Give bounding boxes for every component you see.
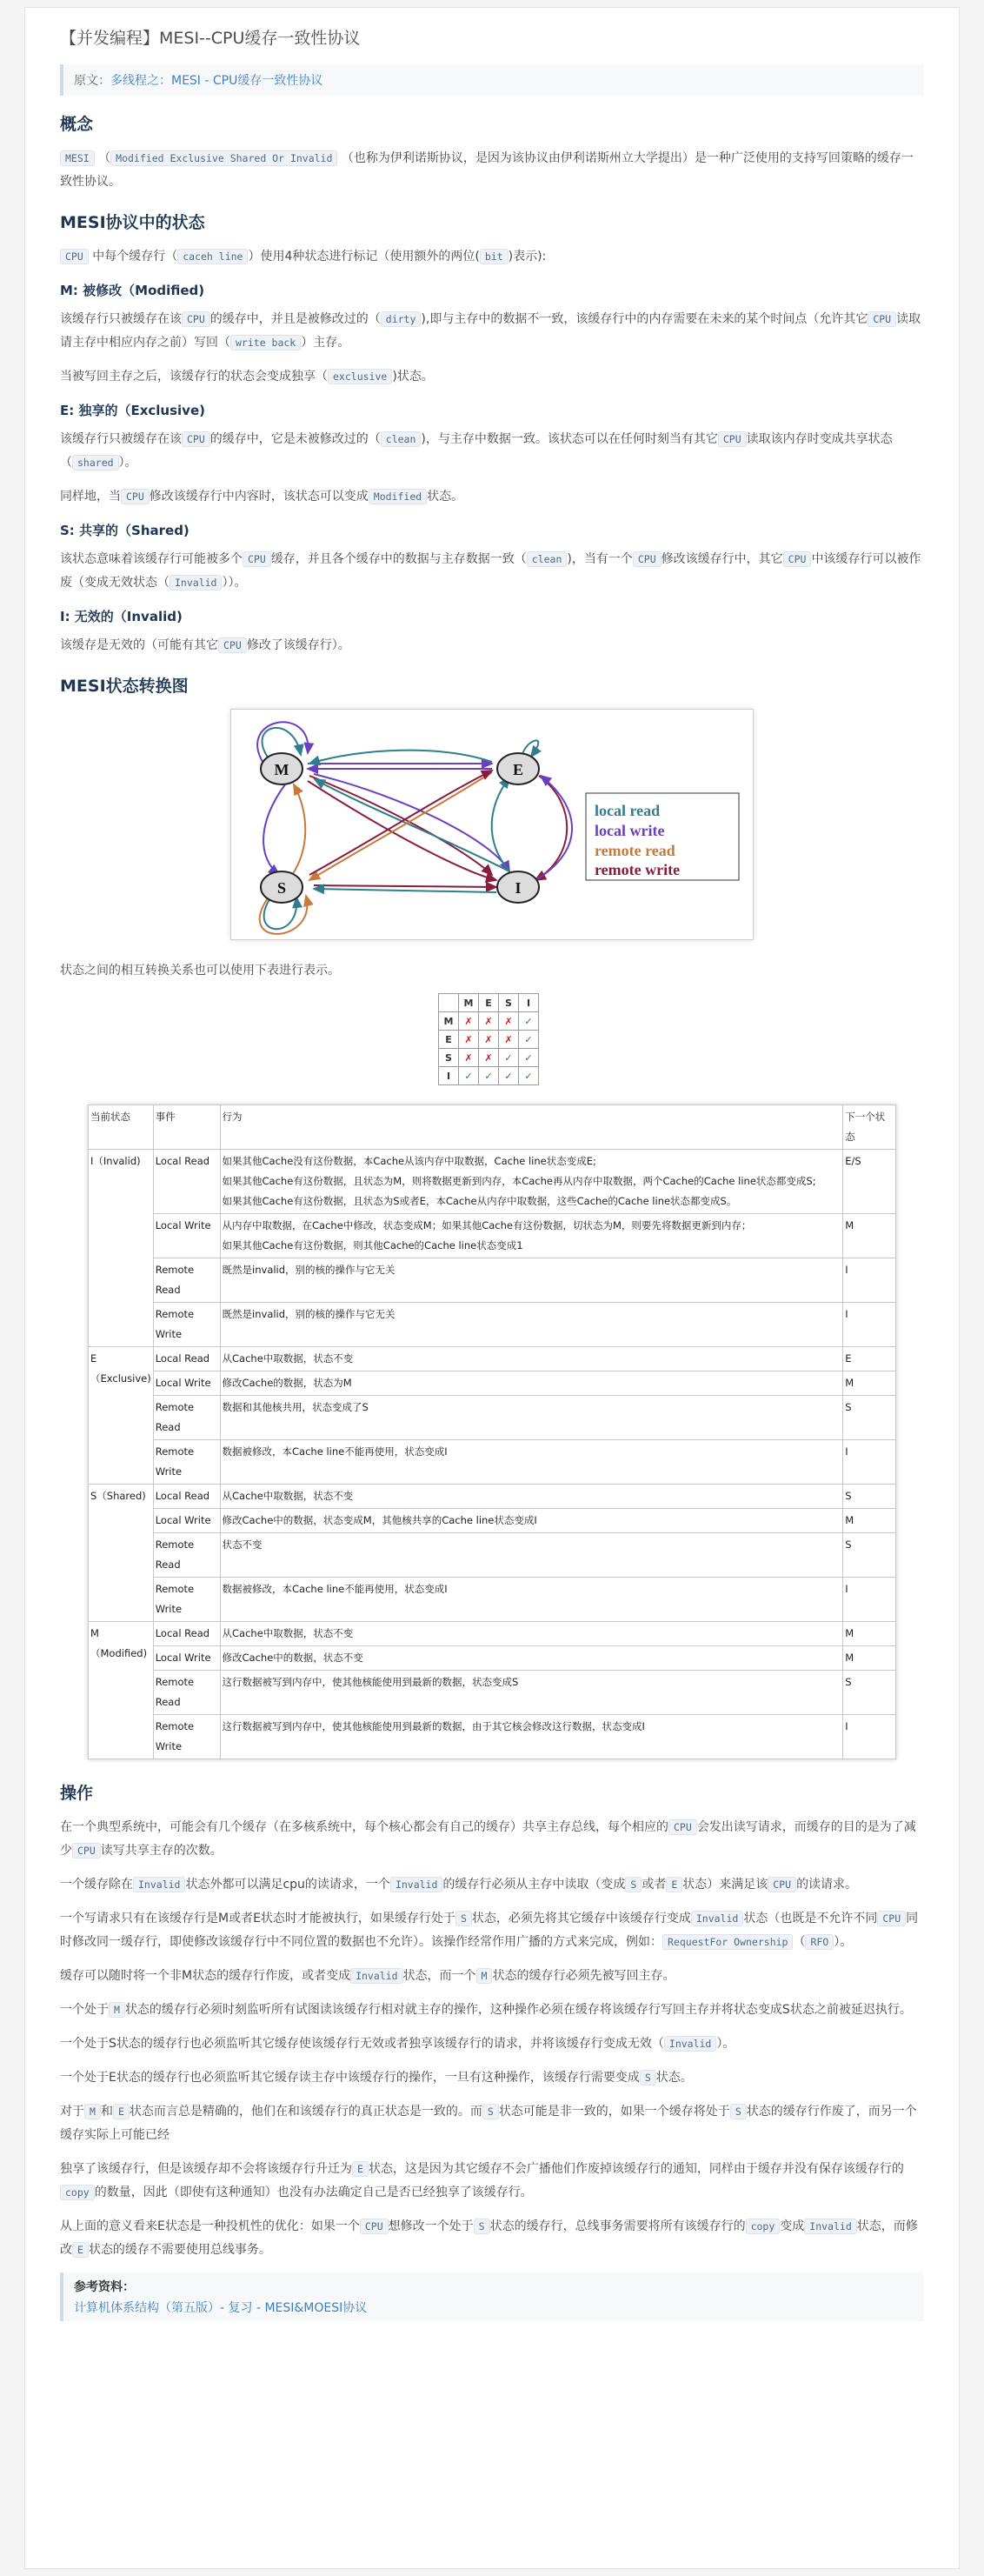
action-line: 这行数据被写到内存中，使其他核能使用到最新的数据，由于其它核会修改这行数据，状态变成I (222, 1720, 645, 1732)
node-s-label: S (276, 879, 287, 897)
table-row (89, 1440, 896, 1485)
state-s-heading: S: 共享的（Shared) (60, 523, 189, 538)
event-cell: Remote Read (153, 1671, 220, 1715)
grid-header-cell: M (459, 994, 479, 1012)
node-e (497, 753, 539, 784)
legend-remote-read: remote read (595, 842, 675, 859)
state-e-heading: E: 独享的（Exclusive) (60, 403, 205, 418)
action-line: 如果其他Cache有这份数据，且状态为M，则将数据更新到内存，本Cache再从内存中取数据，两个Cache的Cache line状态都变成S; (222, 1175, 816, 1187)
th-current-state: 当前状态 (89, 1105, 154, 1150)
event-cell: Local Read (153, 1485, 220, 1509)
action-cell (220, 1485, 843, 1509)
table-row (89, 1578, 896, 1622)
state-e-paragraph: 该缓存行只被缓存在该 CPU 的缓存中，它是未被修改过的（ clean )，与主存中数据一致。该状态可以在任何时刻当有其它 CPU 读取该内存时变成共享状态（ shared ）。 (60, 432, 893, 470)
grid-row-label: I (439, 1067, 459, 1085)
ops-paragraph-6: 一个处于S状态的缓存行也必须监听其它缓存使该缓存行无效或者独享该缓存行的请求，并将该缓存行变成无效（ Invalid ）。 (60, 2037, 735, 2051)
section-ops: 操作 (60, 1784, 94, 1803)
event-cell: Remote Write (153, 1578, 220, 1622)
node-i (497, 871, 539, 903)
transition-table (88, 1104, 896, 1759)
event-cell: Remote Write (153, 1715, 220, 1759)
action-cell (220, 1533, 843, 1578)
grid-header-cell: E (479, 994, 499, 1012)
next-state-cell: S (843, 1396, 896, 1440)
grid-cell: ✗ (479, 1049, 499, 1067)
event-cell: Remote Read (153, 1533, 220, 1578)
next-state-cell: E (843, 1347, 896, 1371)
action-line: 从内存中取数据，在Cache中修改，状态变成M；如果其他Cache有这份数据，切状态为M，则要先将数据更新到内存； (222, 1219, 752, 1231)
table-row (89, 1396, 896, 1440)
action-cell (220, 1578, 843, 1622)
states-intro: CPU 中每个缓存行（ caceh line ）使用4种状态进行标记（使用额外的两位( bit )表示): (60, 245, 924, 269)
section-concept: 概念 (60, 115, 94, 134)
event-cell: Local Write (153, 1509, 220, 1533)
article (24, 7, 960, 2569)
state-m-heading: M: 被修改（Modified) (60, 283, 205, 298)
grid-cell: ✓ (519, 1012, 539, 1031)
action-line: 既然是invalid，别的核的操作与它无关 (222, 1264, 396, 1276)
state-m-paragraph-2: 当被写回主存之后，该缓存行的状态会变成独享（ exclusive )状态。 (60, 370, 434, 384)
table-row (89, 1371, 896, 1396)
grid-cell: ✓ (519, 1049, 539, 1067)
next-state-cell: M (843, 1622, 896, 1646)
concept-paragraph: MESI （ Modified Exclusive Shared Or Invalid （也称为伊利诺斯协议，是因为该协议由伊利诺斯州立大学提出）是一种广泛使用的支持写回策略的缓存一致性协议。 (60, 151, 914, 189)
state-cell: I（Invalid) (89, 1150, 154, 1347)
table-row (89, 1214, 896, 1258)
grid-cell: ✗ (459, 1049, 479, 1067)
node-e-label: E (512, 761, 524, 778)
action-line: 数据和其他核共用，状态变成了S (222, 1401, 369, 1413)
state-m-paragraph: 该缓存行只被缓存在该 CPU 的缓存中，并且是被修改过的（ dirty ),即与主存中的数据不一致，该缓存行中的内存需要在未来的某个时间点（允许其它 CPU 读取请主存中相应内存之前）写回（ write back ）主存。 (60, 312, 921, 350)
grid-cell: ✗ (479, 1012, 499, 1031)
ops-paragraph-1: 在一个典型系统中，可能会有几个缓存（在多核系统中，每个核心都会有自己的缓存）共享主存总线，每个相应的 CPU 会发出读写请求，而缓存的目的是为了减少 CPU 读写共享主存的次数。 (60, 1820, 916, 1858)
ops-paragraph-7: 一个处于E状态的缓存行也必须监听其它缓存读主存中该缓存行的操作，一旦有这种操作，该缓存行需要变成 S 状态。 (60, 2071, 693, 2085)
node-m-label: M (274, 761, 289, 778)
state-cell: E（Exclusive) (89, 1347, 154, 1485)
action-line: 如果其他Cache有这份数据，则其他Cache的Cache line状态变成1 (222, 1239, 523, 1251)
references-title: 参考资料： (74, 2280, 135, 2294)
action-cell (220, 1371, 843, 1396)
action-cell (220, 1303, 843, 1347)
grid-cell: ✓ (519, 1031, 539, 1049)
grid-cell: ✗ (479, 1031, 499, 1049)
event-cell: Local Read (153, 1622, 220, 1646)
next-state-cell: E/S (843, 1150, 896, 1214)
grid-header-cell: I (519, 994, 539, 1012)
code-mesi-full: Modified Exclusive Shared Or Invalid (110, 150, 337, 166)
ops-paragraph-5: 一个处于 M 状态的缓存行必须时刻监听所有试图读该缓存行相对就主存的操作，这种操作必须在缓存将该缓存行写回主存并将状态变成S状态之前被延迟执行。 (60, 2003, 912, 2017)
event-cell: Remote Read (153, 1258, 220, 1303)
grid-cell: ✓ (499, 1049, 519, 1067)
action-line: 既然是invalid，别的核的操作与它无关 (222, 1308, 396, 1320)
action-line: 修改Cache中的数据，状态变成M，其他核共享的Cache line状态变成I (222, 1514, 537, 1526)
diagram-legend (586, 793, 739, 880)
th-next-state: 下一个状态 (843, 1105, 896, 1150)
ops-paragraph-8: 对于 M 和 E 状态而言总是精确的，他们在和该缓存行的真正状态是一致的。而 S 状态可能是非一致的，如果一个缓存将处于 S 状态的缓存行作废了，而另一个缓存实际上可能已经 (60, 2105, 917, 2142)
ops-paragraph-3: 一个写请求只有在该缓存行是M或者E状态时才能被执行，如果缓存行处于 S 状态，必须先将其它缓存中该缓存行变成 Invalid 状态（也既是不允许不同 CPU 同时修改同一缓存行，即使修改该缓存行中不同位置的数据也不允许）。该操作经常作用广播的方式来完成，例如： RequestFor Ownership （ RFO ）。 (60, 1912, 919, 1949)
action-line: 从Cache中取数据，状态不变 (222, 1490, 354, 1502)
grid-cell: ✓ (459, 1067, 479, 1085)
next-state-cell: M (843, 1371, 896, 1396)
node-i-label: I (515, 879, 522, 897)
action-cell (220, 1671, 843, 1715)
event-cell: Remote Write (153, 1440, 220, 1485)
diagram-svg (231, 710, 753, 939)
code-mesi: MESI (60, 150, 95, 166)
state-i-paragraph: 该缓存是无效的（可能有其它 CPU 修改了该缓存行）。 (60, 638, 350, 652)
table-row (89, 1485, 896, 1509)
next-state-cell: S (843, 1485, 896, 1509)
grid-row (439, 1031, 539, 1049)
grid-row (439, 1049, 539, 1067)
next-state-cell: M (843, 1214, 896, 1258)
next-state-cell: S (843, 1671, 896, 1715)
table-row (89, 1715, 896, 1759)
table-row (89, 1533, 896, 1578)
node-m (261, 753, 303, 784)
grid-cell: ✗ (459, 1012, 479, 1031)
node-s (261, 871, 303, 903)
action-cell (220, 1646, 843, 1671)
grid-cell: ✓ (479, 1067, 499, 1085)
grid-cell: ✗ (499, 1012, 519, 1031)
action-cell (220, 1150, 843, 1214)
compat-grid (438, 993, 546, 1085)
grid-cell: ✓ (519, 1067, 539, 1085)
event-cell: Local Read (153, 1150, 220, 1214)
ops-paragraph-9: 独享了该缓存行，但是该缓存却不会将该缓存行升迁为 E 状态，这是因为其它缓存不会广播他们作废掉该缓存行的通知，同样由于缓存并没有保存该缓存行的copy 的数量，因此（即使有这种通知）也没有办法确定自己是否已经独享了该缓存行。 (60, 2162, 904, 2199)
grid-header-cell (439, 994, 459, 1012)
state-s-paragraph: 该状态意味着该缓存行可能被多个 CPU 缓存，并且各个缓存中的数据与主存数据一致（ clean )，当有一个 CPU 修改该缓存行中，其它 CPU 中该缓存行可以被作废（变成无效状态（ Invalid ））。 (60, 552, 921, 590)
grid-row (439, 1012, 539, 1031)
grid-intro: 状态之间的相互转换关系也可以使用下表进行表示。 (60, 964, 340, 978)
grid-cell: ✗ (459, 1031, 479, 1049)
state-cell: M（Modified) (89, 1622, 154, 1759)
grid-row-label: E (439, 1031, 459, 1049)
next-state-cell: M (843, 1646, 896, 1671)
action-line: 数据被修改，本Cache line不能再使用，状态变成I (222, 1583, 448, 1595)
legend-local-write: local write (595, 822, 665, 839)
th-action: 行为 (220, 1105, 843, 1150)
action-line: 从Cache中取数据，状态不变 (222, 1352, 354, 1365)
source-quote (60, 64, 924, 96)
table-header-row (89, 1105, 896, 1150)
next-state-cell: I (843, 1578, 896, 1622)
table-row (89, 1347, 896, 1371)
grid-row (439, 1067, 539, 1085)
legend-remote-write: remote write (595, 861, 681, 878)
action-cell (220, 1347, 843, 1371)
next-state-cell: I (843, 1715, 896, 1759)
next-state-cell: M (843, 1509, 896, 1533)
action-cell (220, 1258, 843, 1303)
mesi-state-diagram (230, 709, 754, 940)
state-e-paragraph-2: 同样地，当 CPU 修改该缓存行中内容时，该状态可以变成 Modified 状态。 (60, 490, 464, 504)
table-row (89, 1671, 896, 1715)
table-row (89, 1509, 896, 1533)
action-cell (220, 1509, 843, 1533)
action-line: 修改Cache的数据，状态为M (222, 1377, 352, 1389)
action-line: 如果其他Cache没有这份数据，本Cache从该内存中取数据，Cache line状态变成E; (222, 1155, 596, 1167)
action-line: 从Cache中取数据，状态不变 (222, 1627, 354, 1639)
action-line: 这行数据被写到内存中，使其他核能使用到最新的数据，状态变成S (222, 1676, 519, 1688)
page-title: 【并发编程】MESI--CPU缓存一致性协议 (60, 29, 361, 48)
compat-grid-table (438, 993, 539, 1085)
action-line: 如果其他Cache有这份数据，且状态为S或者E，本Cache从内存中取数据，这些Cache的Cache line状态都变成S。 (222, 1195, 737, 1207)
source-link[interactable]: 多线程之：MESI - CPU缓存一致性协议 (110, 74, 323, 88)
th-event: 事件 (153, 1105, 220, 1150)
table-row (89, 1622, 896, 1646)
next-state-cell: I (843, 1258, 896, 1303)
legend-local-read: local read (595, 802, 661, 819)
source-label: 原文： (74, 74, 110, 88)
event-cell: Remote Write (153, 1303, 220, 1347)
ops-paragraph-4: 缓存可以随时将一个非M状态的缓存行作废，或者变成 Invalid 状态，而一个 M 状态的缓存行必须先被写回主存。 (60, 1969, 675, 1983)
state-cell: S（Shared) (89, 1485, 154, 1622)
action-line: 数据被修改，本Cache line不能再使用，状态变成I (222, 1445, 448, 1458)
next-state-cell: I (843, 1440, 896, 1485)
section-states: MESI协议中的状态 (60, 213, 205, 232)
grid-cell: ✓ (499, 1067, 519, 1085)
grid-header-row (439, 994, 539, 1012)
next-state-cell: I (843, 1303, 896, 1347)
grid-cell: ✗ (499, 1031, 519, 1049)
action-cell (220, 1440, 843, 1485)
action-cell (220, 1622, 843, 1646)
references (60, 2272, 924, 2321)
ops-paragraph-10: 从上面的意义看来E状态是一种投机性的优化：如果一个 CPU 想修改一个处于 S 状态的缓存行，总线事务需要将所有该缓存行的 copy 变成 Invalid 状态，而修改 E 状态的缓存不需要使用总线事务。 (60, 2219, 918, 2257)
section-diagram: MESI状态转换图 (60, 677, 189, 696)
table-row (89, 1646, 896, 1671)
grid-row-label: S (439, 1049, 459, 1067)
grid-header-cell: S (499, 994, 519, 1012)
event-cell: Local Write (153, 1214, 220, 1258)
table-row (89, 1258, 896, 1303)
table-row (89, 1150, 896, 1214)
event-cell: Remote Read (153, 1396, 220, 1440)
action-line: 状态不变 (222, 1538, 263, 1551)
ops-paragraph-2: 一个缓存除在 Invalid 状态外都可以满足cpu的读请求，一个 Invalid 的缓存行必须从主存中读取（变成 S 或者 E 状态）来满足该 CPU 的读请求。 (60, 1878, 858, 1892)
reference-link[interactable]: 计算机体系结构（第五版）- 复习 - MESI&MOESI协议 (74, 2301, 368, 2315)
action-cell (220, 1715, 843, 1759)
grid-row-label: M (439, 1012, 459, 1031)
next-state-cell: S (843, 1533, 896, 1578)
table-row (89, 1303, 896, 1347)
action-line: 修改Cache中的数据，状态不变 (222, 1652, 363, 1664)
event-cell: Local Write (153, 1646, 220, 1671)
event-cell: Local Read (153, 1347, 220, 1371)
state-i-heading: I: 无效的（Invalid) (60, 609, 183, 624)
event-cell: Local Write (153, 1371, 220, 1396)
action-cell (220, 1214, 843, 1258)
action-cell (220, 1396, 843, 1440)
